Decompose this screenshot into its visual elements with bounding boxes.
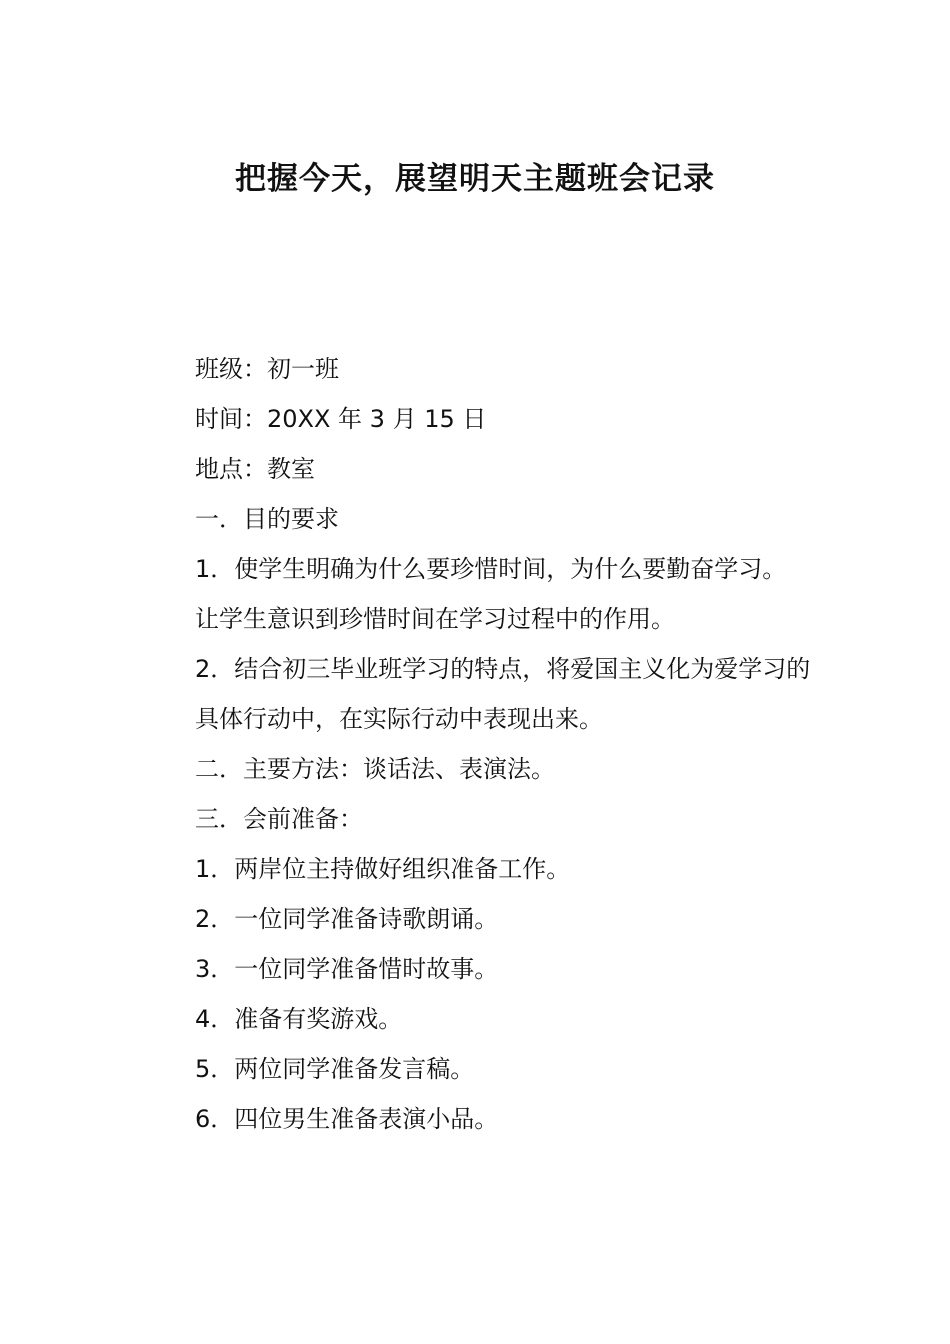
place-line: 地点：教室 (195, 455, 315, 483)
requirement-1-line-1: 1．使学生明确为什么要珍惜时间，为什么要勤奋学习。 (195, 555, 787, 583)
requirement-1-line-2: 让学生意识到珍惜时间在学习过程中的作用。 (195, 605, 675, 633)
preparation-item-2: 2．一位同学准备诗歌朗诵。 (195, 905, 499, 933)
preparation-item-4: 4．准备有奖游戏。 (195, 1005, 403, 1033)
preparation-item-1: 1．两岸位主持做好组织准备工作。 (195, 855, 571, 883)
section-heading-goals: 一．目的要求 (195, 505, 339, 533)
document-title: 把握今天，展望明天主题班会记录 (235, 161, 715, 197)
section-heading-preparation: 三．会前准备： (195, 805, 363, 833)
preparation-item-6: 6．四位男生准备表演小品。 (195, 1105, 499, 1133)
document-body (145, 344, 815, 1144)
section-heading-methods: 二．主要方法：谈话法、表演法。 (195, 755, 555, 783)
class-line: 班级：初一班 (195, 355, 339, 383)
requirement-2-paragraph: 2．结合初三毕业班学习的特点，将爱国主义化为爱学习的 (195, 655, 811, 683)
requirement-2-line-2: 具体行动中，在实际行动中表现出来。 (195, 705, 603, 733)
time-line: 时间：20XX 年 3 月 15 日 (195, 405, 487, 433)
preparation-item-3: 3．一位同学准备惜时故事。 (195, 955, 499, 983)
preparation-item-5: 5．两位同学准备发言稿。 (195, 1055, 475, 1083)
